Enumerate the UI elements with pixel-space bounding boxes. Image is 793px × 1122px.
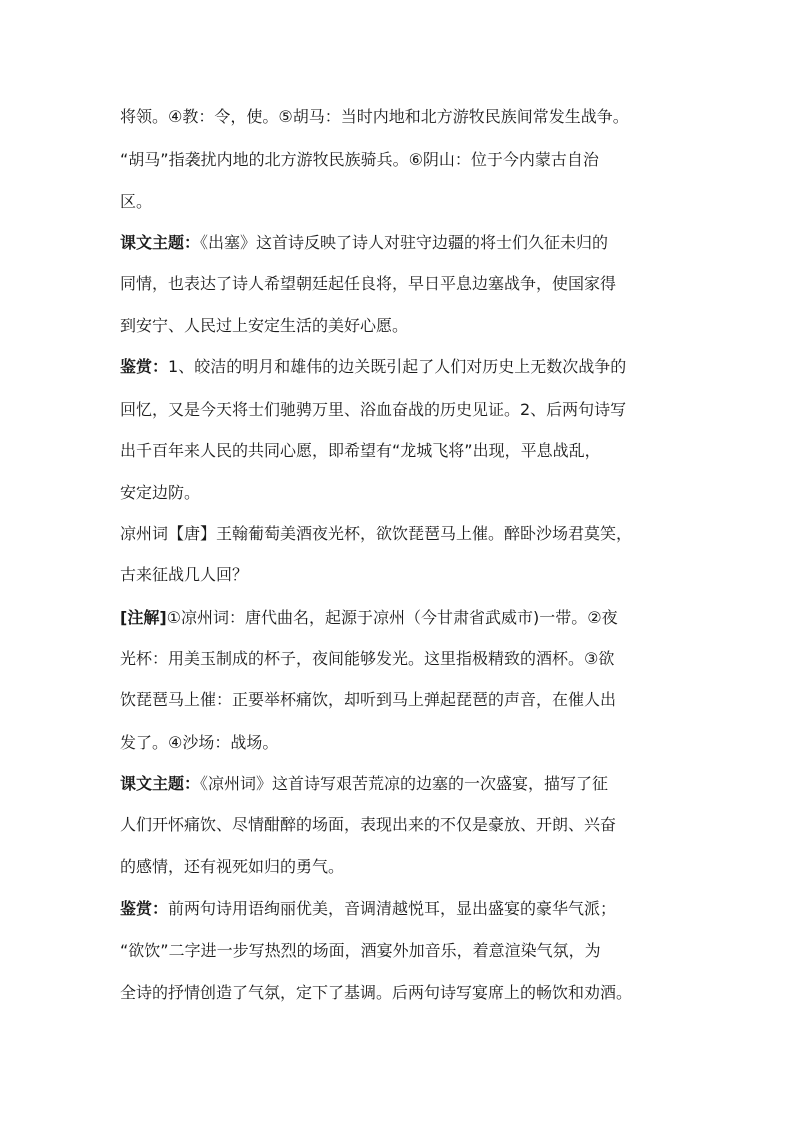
line-text: 区。 — [120, 192, 153, 211]
line-text: 出千百年来人民的共同心愿，即希望有“龙城飞将”出现，平息战乱， — [120, 441, 601, 460]
text-line — [120, 815, 680, 835]
section-heading: 课文主题： — [120, 233, 201, 252]
poem-line: 古来征战几人回？ — [120, 565, 249, 584]
text-line — [120, 899, 680, 919]
text-line — [120, 857, 680, 877]
line-text: 全诗的抒情创造了气氛，定下了基调。后两句诗写宴席上的畅饮和劝酒。 — [120, 983, 633, 1002]
line-text: ①凉州词：唐代曲名，起源于凉州（今甘肃省武威市)一带。②夜 — [166, 608, 618, 627]
text-line — [120, 233, 680, 253]
text-line — [120, 649, 680, 669]
line-text: 人们开怀痛饮、尽情酣醉的场面，表现出来的不仅是豪放、开朗、兴奋 — [120, 815, 617, 834]
line-text: 将领。④教：令，使。⑤胡马：当时内地和北方游牧民族间常发生战争。 — [120, 107, 629, 126]
text-line — [120, 941, 680, 961]
text-line — [120, 524, 680, 544]
line-text: 1、皎洁的明月和雄伟的边关既引起了人们对历史上无数次战争的 — [168, 357, 627, 376]
section-heading: 鉴赏： — [120, 899, 169, 918]
text-line — [120, 107, 680, 127]
text-line — [120, 733, 680, 753]
text-line — [120, 483, 680, 503]
text-line — [120, 441, 680, 461]
text-line — [120, 565, 680, 585]
text-line — [120, 150, 680, 170]
poem-line: 凉州词【唐】王翰葡萄美酒夜光杯，欲饮琵琶马上催。醉卧沙场君莫笑， — [120, 524, 633, 543]
line-text: 的感情，还有视死如归的勇气。 — [120, 857, 345, 876]
annotation-heading: [注解] — [120, 608, 167, 627]
line-text: 光杯：用美玉制成的杯子，夜间能够发光。这里指极精致的酒杯。③欲 — [120, 649, 615, 668]
line-text: “欲饮”二字进一步写热烈的场面，酒宴外加音乐，着意渲染气氛，为 — [120, 941, 601, 960]
text-line — [120, 192, 680, 212]
text-line — [120, 316, 680, 336]
text-line — [120, 608, 680, 628]
line-text: 同情，也表达了诗人希望朝廷起任良将，早日平息边塞战争，使国家得 — [120, 274, 617, 293]
line-text: 前两句诗用语绚丽优美，音调清越悦耳，显出盛宴的豪华气派； — [168, 899, 617, 918]
line-text: 《凉州词》这首诗写艰苦荒凉的边塞的一次盛宴，描写了征 — [200, 774, 609, 793]
line-text: 《出塞》这首诗反映了诗人对驻守边疆的将士们久征未归的 — [200, 233, 609, 252]
line-text: “胡马”指袭扰内地的北方游牧民族骑兵。⑥阴山：位于今内蒙古自治 — [120, 150, 599, 169]
text-line — [120, 983, 680, 1003]
section-heading: 课文主题： — [120, 774, 201, 793]
text-line — [120, 357, 680, 377]
text-line — [120, 774, 680, 794]
line-text: 回忆，又是今天将士们驰骋万里、浴血奋战的历史见证。2、后两句诗写 — [120, 400, 627, 419]
line-text: 安定边防。 — [120, 483, 201, 502]
text-line — [120, 400, 680, 420]
text-line — [120, 690, 680, 710]
text-line — [120, 274, 680, 294]
line-text: 饮琵琶马上催：正要举杯痛饮，却听到马上弹起琵琶的声音，在催人出 — [120, 690, 617, 709]
section-heading: 鉴赏： — [120, 357, 169, 376]
line-text: 到安宁、人民过上安定生活的美好心愿。 — [120, 316, 409, 335]
line-text: 发了。④沙场：战场。 — [120, 733, 279, 752]
